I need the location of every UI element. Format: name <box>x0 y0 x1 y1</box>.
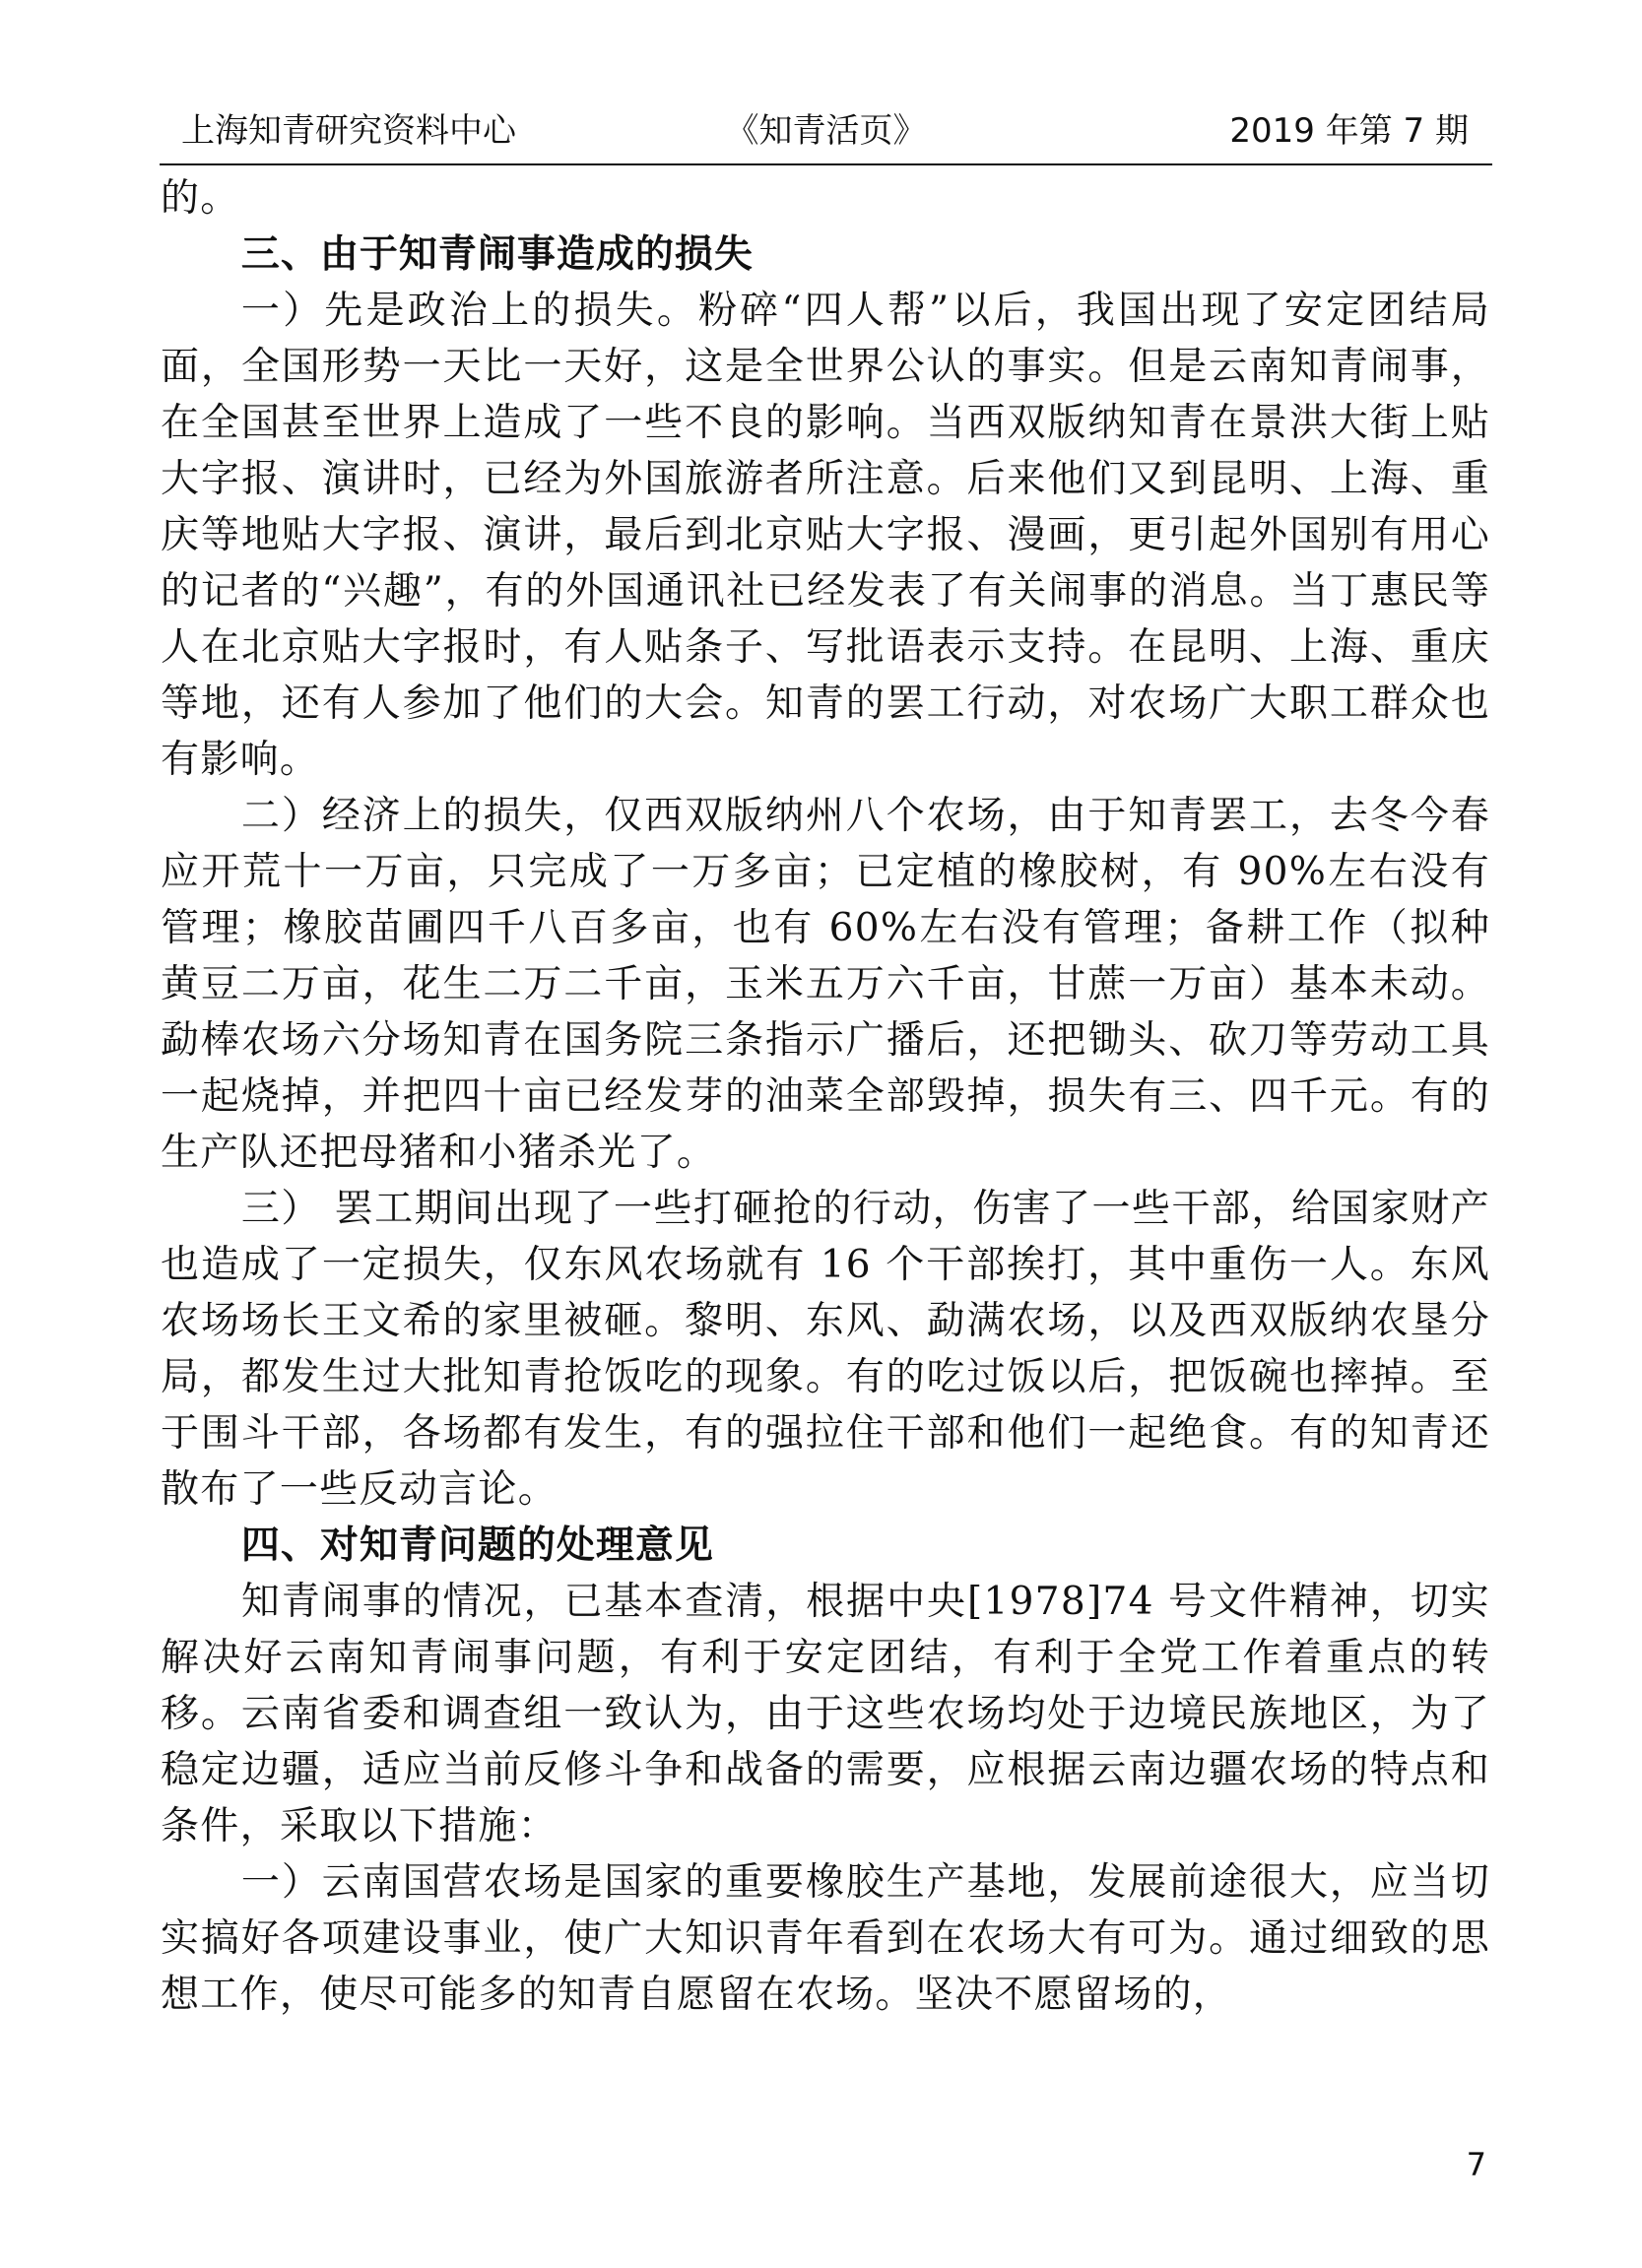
article-body <box>161 170 1490 2023</box>
page-number: 7 <box>1466 2146 1486 2183</box>
paragraph-violence-losses: 三） 罢工期间出现了一些打砸抢的行动，伤害了一些干部，给国家财产也造成了一定损失，仅东风农场就有 16 个干部挨打，其中重伤一人。东风农场场长王文希的家里被砸。黎明、东风、勐满农场，以及西双版纳农垦分局，都发生过大批知青抢饭吃的现象。有的吃过饭以后，把饭碗也摔掉。至于围斗干部，各场都有发生，有的强拉住干部和他们一起绝食。有的知青还散布了一些反动言论。 <box>161 1187 1490 1512</box>
running-header <box>160 101 1492 161</box>
paragraph-handling-intro: 知青闹事的情况，已基本查清，根据中央[1978]74 号文件精神，切实解决好云南知青闹事问题，有利于安定团结，有利于全党工作着重点的转移。云南省委和调查组一致认为，由于这些农场均处于边境民族地区，为了稳定边疆，适应当前反修斗争和战备的需要，应根据云南边疆农场的特点和条件，采取以下措施： <box>161 1580 1490 1848</box>
header-publication-title: 《知青活页》 <box>725 111 927 151</box>
continuation-text: 的。 <box>161 176 240 221</box>
section-heading-handling: 四、对知青问题的处理意见 <box>240 1523 714 1568</box>
paragraph-economic-losses: 二）经济上的损失，仅西双版纳州八个农场，由于知青罢工，去冬今春应开荒十一万亩，只完成了一万多亩；已定植的橡胶树，有 90%左右没有管理；橡胶苗圃四千八百多亩，也有 60%左右没有管理；备耕工作（拟种黄豆二万亩，花生二万二千亩，玉米五万六千亩，甘蔗一万亩）基本未动。勐棒农场六分场知青在国务院三条指示广播后，还把锄头、砍刀等劳动工具一起烧掉，并把四十亩已经发芽的油菜全部毁掉，损失有三、四千元。有的生产队还把母猪和小猪杀光了。 <box>161 794 1490 1175</box>
header-publisher: 上海知青研究资料中心 <box>181 111 516 151</box>
paragraph-measure-one: 一）云南国营农场是国家的重要橡胶生产基地，发展前途很大，应当切实搞好各项建设事业，使广大知识青年看到在农场大有可为。通过细致的思想工作，使尽可能多的知青自愿留在农场。坚决不愿留场的， <box>161 1860 1490 2017</box>
paragraph-political-losses: 一）先是政治上的损失。粉碎“四人帮”以后，我国出现了安定团结局面，全国形势一天比一天好，这是全世界公认的事实。但是云南知青闹事，在全国甚至世界上造成了一些不良的影响。当西双版纳知青在景洪大街上贴大字报、演讲时，已经为外国旅游者所注意。后来他们又到昆明、上海、重庆等地贴大字报、演讲，最后到北京贴大字报、漫画，更引起外国别有用心的记者的“兴趣”，有的外国通讯社已经发表了有关闹事的消息。当丁惠民等人在北京贴大字报时，有人贴条子、写批语表示支持。在昆明、上海、重庆等地，还有人参加了他们的大会。知青的罢工行动，对农场广大职工群众也有影响。 <box>161 289 1490 782</box>
section-heading-losses: 三、由于知青闹事造成的损失 <box>240 232 754 277</box>
header-issue: 2019 年第 7 期 <box>1229 111 1469 151</box>
header-divider <box>160 163 1492 165</box>
